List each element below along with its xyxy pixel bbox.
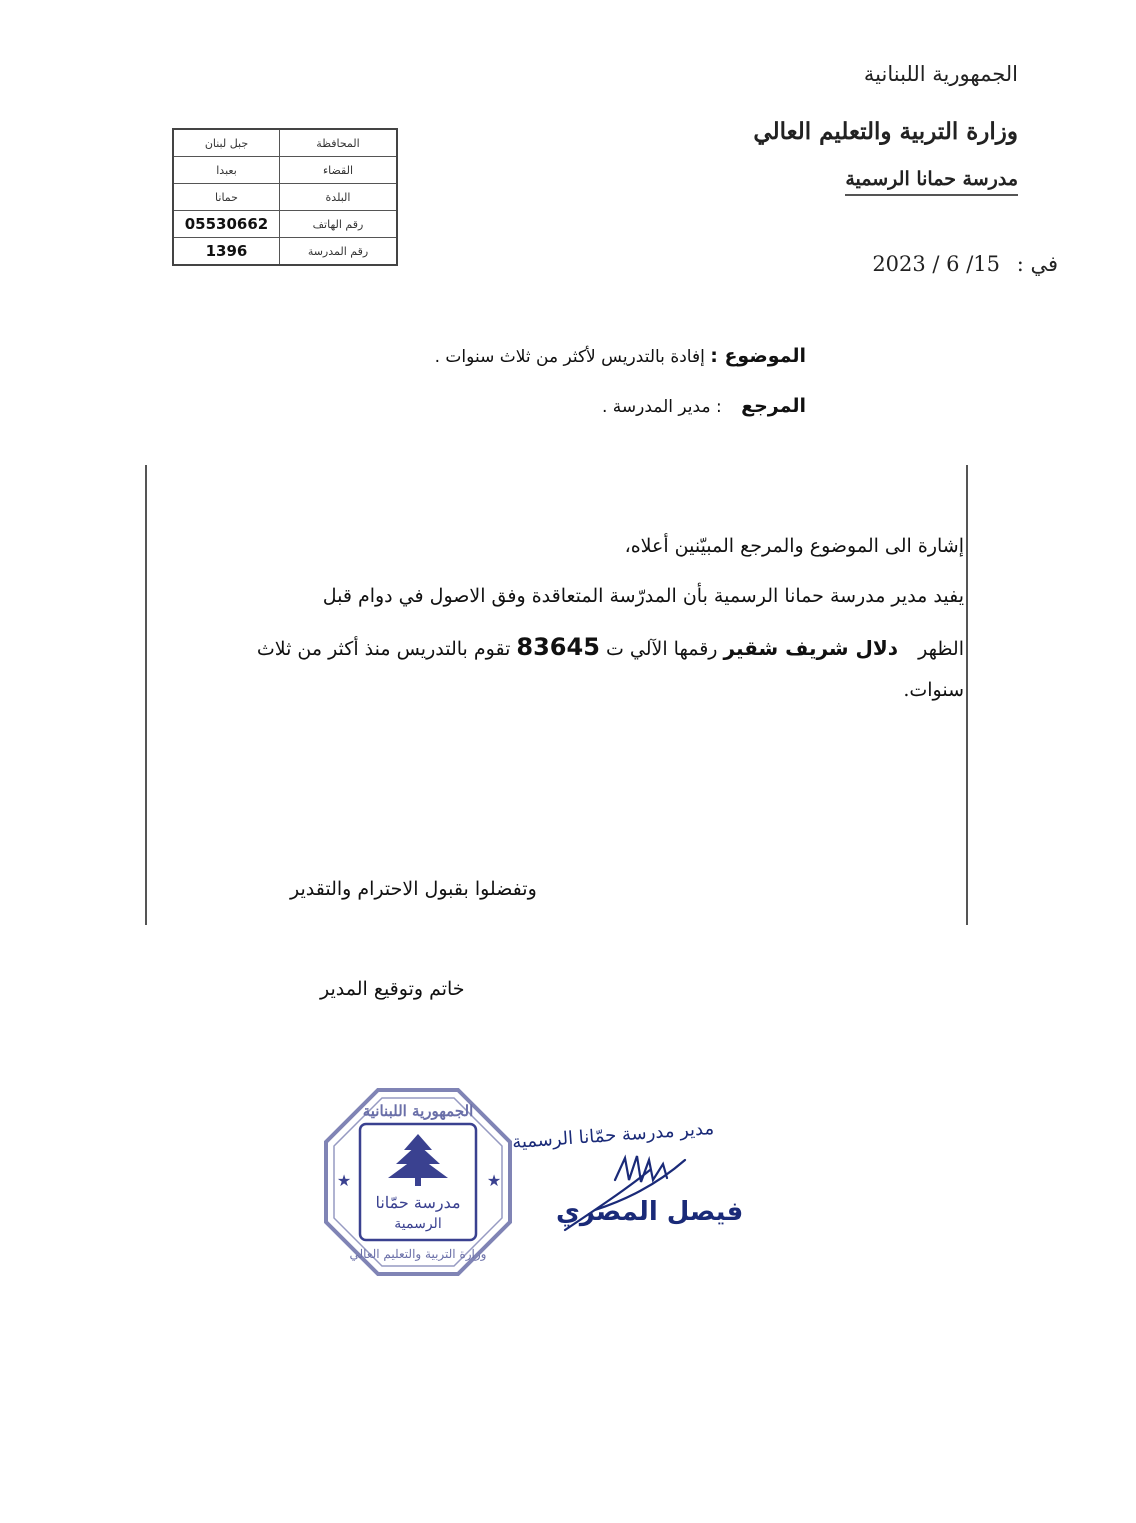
reference-text: : مدير المدرسة . xyxy=(601,397,722,417)
info-value: 05530662 xyxy=(173,211,280,238)
body-line-3 xyxy=(257,633,964,661)
subject-label: الموضوع : xyxy=(710,345,806,367)
stamp-top-text: الجمهورية اللبنانية xyxy=(362,1102,474,1120)
info-value: بعبدا xyxy=(173,157,280,184)
info-value: حمانا xyxy=(173,184,280,211)
teacher-name: دلال شريف شقير xyxy=(723,636,899,660)
info-value: 1396 xyxy=(173,238,280,266)
teacher-number: 83645 xyxy=(516,633,600,661)
reference-label: المرجع xyxy=(741,395,806,417)
header-republic: الجمهورية اللبنانية xyxy=(863,62,1018,86)
date-line xyxy=(872,252,1058,276)
cedar-icon xyxy=(388,1134,448,1186)
date-value: 2023 / 6 /15 xyxy=(872,252,1001,276)
body-line-1: إشارة الى الموضوع والمرجع المبيّنين أعلاه، xyxy=(624,535,964,557)
info-label: المحافظة xyxy=(280,129,398,157)
body-line-4: سنوات. xyxy=(903,679,964,701)
director-title: مدير مدرسة حمّانا الرسمية xyxy=(511,1117,715,1154)
table-row xyxy=(173,157,397,184)
info-value: جبل لبنان xyxy=(173,129,280,157)
signature-title: خاتم وتوقيع المدير xyxy=(320,978,465,1000)
reference-line xyxy=(602,395,806,417)
table-row xyxy=(173,238,397,266)
star-icon: ★ xyxy=(336,1171,352,1190)
table-row xyxy=(173,184,397,211)
star-icon: ★ xyxy=(486,1171,502,1190)
info-label: القضاء xyxy=(280,157,398,184)
frame-right-line xyxy=(966,465,968,925)
body-text: رقمها الآلي ت xyxy=(605,638,718,660)
subject-text: إفادة بالتدريس لأكثر من ثلاث سنوات . xyxy=(434,347,705,367)
svg-text:الرسمية: الرسمية xyxy=(394,1216,442,1232)
closing-line: وتفضلوا بقبول الاحترام والتقدير xyxy=(290,878,537,900)
subject-line xyxy=(435,345,806,367)
table-row xyxy=(173,129,397,157)
frame-left-line xyxy=(145,465,147,925)
header-school: مدرسة حمانا الرسمية xyxy=(845,168,1018,196)
director-name: فيصل المصري xyxy=(556,1197,744,1227)
info-label: البلدة xyxy=(280,184,398,211)
header-ministry: وزارة التربية والتعليم العالي xyxy=(753,118,1018,145)
info-label: رقم المدرسة xyxy=(280,238,398,266)
body-text: الظهر xyxy=(918,638,964,660)
stamp-bottom-text: وزارة التربية والتعليم العالي xyxy=(349,1247,487,1261)
school-info-table xyxy=(172,128,398,266)
date-prefix: في : xyxy=(1016,252,1058,276)
table-row xyxy=(173,211,397,238)
body-line-2: يفيد مدير مدرسة حمانا الرسمية بأن المدرّسة المتعاقدة وفق الاصول في دوام قبل xyxy=(322,585,964,607)
body-text: تقوم بالتدريس منذ أكثر من ثلاث xyxy=(256,638,511,660)
official-stamp xyxy=(318,1082,518,1282)
info-label: رقم الهاتف xyxy=(280,211,398,238)
stamp-center-text: مدرسة حمّانا xyxy=(375,1193,461,1212)
